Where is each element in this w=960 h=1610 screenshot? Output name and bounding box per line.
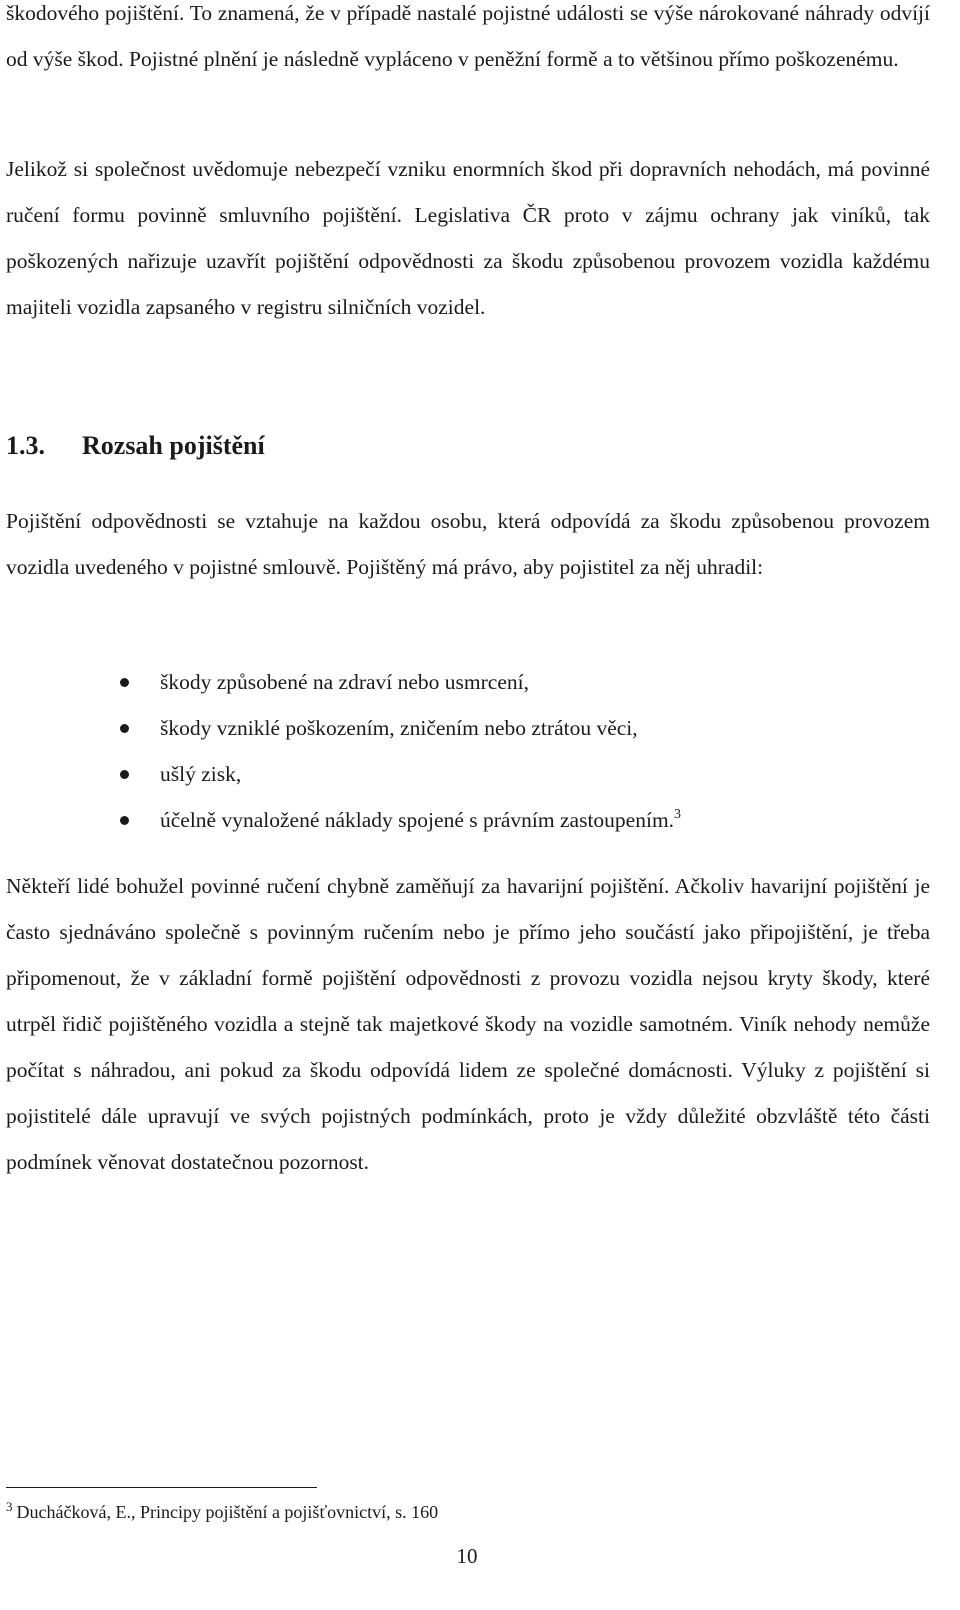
page-number: 10 [456, 1544, 478, 1568]
footnote-mark: 3 [6, 1499, 13, 1514]
footnote-text: Ducháčková, E., Principy pojištění a pojišťovnictví, s. 160 [16, 1502, 439, 1522]
footnote-reference[interactable]: 3 [674, 807, 682, 822]
bullet-icon [120, 724, 129, 733]
list-item [0, 705, 930, 751]
list-item [0, 659, 930, 705]
list-item-text: ušlý zisk, [160, 762, 242, 786]
bullet-icon [120, 678, 129, 687]
paragraph-exclusions: Někteří lidé bohužel povinné ručení chybně zaměňují za havarijní pojištění. Ačkoliv havarijní pojištění je často sjednáváno společně s povinným ručením nebo je přímo jeho součástí jako připojištění, je třeba připomenout, že v základní formě pojištění odpovědnosti z provozu vozidla nejsou kryty škody, které utrpěl řidič pojištěného vozidla a stejně tak majetkové škody na vozidle samotném. Viník nehody nemůže počítat s náhradou, ani pokud za škodu odpovídá lidem ze společné domácnosti. Výluky z pojištění si pojistitelé dále upravují ve svých pojistných podmínkách, proto je vždy důležité obzvláště této části podmínek věnovat dostatečnou pozornost. [6, 874, 930, 1174]
bullet-icon [120, 770, 129, 779]
paragraph-legislation: Jelikož si společnost uvědomuje nebezpečí vzniku enormních škod při dopravních nehodách, má povinné ručení formu povinně smluvního pojištění. Legislativa ČR proto v zájmu ochrany jak viníků, tak poškozených nařizuje uzavřít pojištění odpovědnosti za škodu způsobenou provozem vozidla každému majiteli vozidla zapsaného v registru silničních vozidel. [6, 157, 930, 319]
footnote-divider [6, 1487, 317, 1488]
list-item-text: škody způsobené na zdraví nebo usmrcení, [160, 670, 529, 694]
list-item [0, 797, 930, 843]
list-item [0, 751, 930, 797]
paragraph-intro-continuation: škodového pojištění. To znamená, že v případě nastalé pojistné události se výše nárokované náhrady odvíjí od výše škod. Pojistné plnění je následně vypláceno v peněžní formě a to většinou přímo poškozenému. [6, 1, 930, 71]
section-heading [6, 426, 265, 466]
bullet-icon [120, 816, 129, 825]
coverage-list [0, 659, 930, 843]
footnote [6, 1498, 438, 1526]
section-title: Rozsah pojištění [82, 431, 265, 460]
list-item-text: účelně vynaložené náklady spojené s právním zastoupením. [160, 808, 675, 832]
section-number: 1.3. [6, 431, 45, 460]
list-item-text: škody vzniklé poškozením, zničením nebo ztrátou věci, [160, 716, 638, 740]
paragraph-scope: Pojištění odpovědnosti se vztahuje na každou osobu, která odpovídá za škodu způsobenou provozem vozidla uvedeného v pojistné smlouvě. Pojištěný má právo, aby pojistitel za něj uhradil: [6, 509, 930, 579]
